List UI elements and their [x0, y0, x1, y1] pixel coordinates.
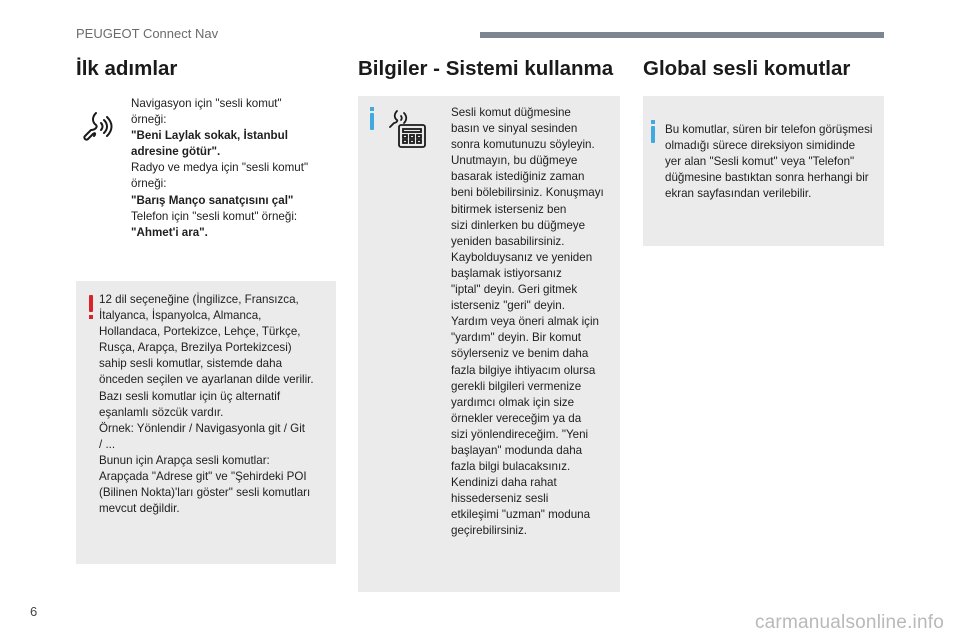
voice-command-icon: [80, 110, 116, 146]
text-line: mevcut değildir.: [99, 502, 180, 516]
text-line: örnekler vereceğim ya da: [451, 411, 582, 425]
text-line: etkileşimi "uzman" moduna: [451, 508, 591, 522]
text-line: sahip sesli komutlar, sistemde daha: [99, 357, 283, 371]
header-title: PEUGEOT Connect Nav: [76, 26, 219, 41]
col1-title: İlk adımlar: [76, 57, 178, 80]
text-line: "Ahmet'i ara".: [131, 225, 208, 239]
text-line: sizi yönlendireceğim. "Yeni: [451, 427, 589, 441]
text-line: basın ve sinyal sesinden: [451, 122, 578, 136]
col3-info-box: [643, 96, 884, 246]
page-number: 6: [30, 604, 38, 619]
text-line: sonra komutunuzu söyleyin.: [451, 138, 595, 152]
text-line: geçirebilirsiniz.: [451, 524, 528, 538]
text-line: başlayan" modunda daha: [451, 443, 583, 457]
text-line: fazla bilgiye ihtiyacım olursa: [451, 363, 596, 377]
text-line: Örnek: Yönlendir / Navigasyonla git / Git: [99, 421, 305, 435]
text-line: Yardım veya öneri almak için: [451, 315, 599, 329]
col2-info-text: [451, 105, 619, 540]
text-line: yer alan "Sesli komut" veya "Telefon": [665, 155, 855, 169]
text-line: Arapçada "Adrese git" ve "Şehirdeki POI: [99, 470, 307, 484]
text-line: Rusça, Arapça, Brezilya Portekizcesi): [99, 341, 292, 355]
text-line: / ...: [99, 437, 116, 451]
text-line: Bunun için Arapça sesli komutlar:: [99, 453, 270, 467]
text-line: isterseniz "geri" deyin.: [451, 299, 565, 313]
text-line: fazla bilgi bulacaksınız.: [451, 460, 571, 474]
text-line: olmadığı sürece direksiyon simidinde: [665, 139, 856, 153]
text-line: örneği:: [131, 177, 167, 191]
text-line: Kendinizi daha rahat: [451, 476, 557, 490]
text-line: "Barış Manço sanatçısını çal": [131, 193, 294, 207]
text-line: "iptal" deyin. Geri gitmek: [451, 283, 578, 297]
col2-title: Bilgiler - Sistemi kullanma: [358, 57, 614, 80]
watermark: carmanualsonline.info: [754, 612, 944, 633]
info-marker: [651, 126, 655, 143]
text-line: Sesli komut düğmesine: [451, 106, 571, 119]
text-line: hissederseniz sesli: [451, 492, 549, 506]
text-line: bitirmek isterseniz ben: [451, 202, 567, 216]
text-line: Kaybolduysanız ve yeniden: [451, 250, 593, 264]
text-line: sizi dinlerken bu düğmeye: [451, 218, 586, 232]
text-line: "yardım" deyin. Bir komut: [451, 331, 582, 345]
text-line: adresine götür".: [131, 145, 221, 159]
col1-intro-text: [131, 96, 336, 241]
text-line: "Beni Laylak sokak, İstanbul: [131, 129, 288, 143]
text-line: gerekli bilgileri vermenize: [451, 379, 582, 393]
warning-marker: [89, 295, 93, 312]
text-line: basarak istediğiniz zaman: [451, 170, 585, 184]
text-line: önceden seçilen ve ayarlanan dilde verilir.: [99, 373, 314, 387]
text-line: yardımcı olmak için size: [451, 395, 575, 409]
col1-note-text: [99, 292, 335, 517]
text-line: (Bilinen Nokta)'ları göster" sesli komutları: [99, 486, 311, 500]
text-line: örneği:: [131, 113, 167, 127]
text-line: Radyo ve medya için "sesli komut": [131, 161, 309, 175]
text-line: beni bölebilirsiniz. Konuşmayı: [451, 186, 604, 200]
text-line: Bazı sesli komutlar için üç alternatif: [99, 389, 281, 403]
info-marker: [370, 113, 374, 130]
text-line: 12 dil seçeneğine (İngilizce, Fransızca,: [99, 293, 299, 306]
col2-info-box: [358, 96, 620, 592]
text-line: Telefon için "sesli komut" örneği:: [131, 209, 298, 223]
text-line: ekran sayfasından verilebilir.: [665, 187, 812, 201]
text-line: Navigasyon için "sesli komut": [131, 97, 282, 110]
text-line: yeniden basabilirsiniz.: [451, 234, 565, 248]
col1-note-box: [76, 281, 336, 564]
col3-info-text: [665, 122, 883, 202]
text-line: düğmesine bastıktan sonra herhangi bir: [665, 171, 869, 185]
text-line: eşanlamlı sözcük vardır.: [99, 405, 224, 419]
text-line: Unutmayın, bu düğmeye: [451, 154, 578, 168]
text-line: Hollandaca, Portekizce, Lehçe, Türkçe,: [99, 325, 301, 339]
text-line: söylerseniz ve benim daha: [451, 347, 589, 361]
col3-title: Global sesli komutlar: [643, 57, 851, 80]
text-line: Bu komutlar, süren bir telefon görüşmesi: [665, 123, 873, 136]
text-line: İtalyanca, İspanyolca, Almanca,: [99, 309, 262, 323]
steering-voice-button-icon: [388, 109, 428, 149]
header-bar: [480, 32, 884, 38]
text-line: başlamak istiyorsanız: [451, 266, 562, 280]
